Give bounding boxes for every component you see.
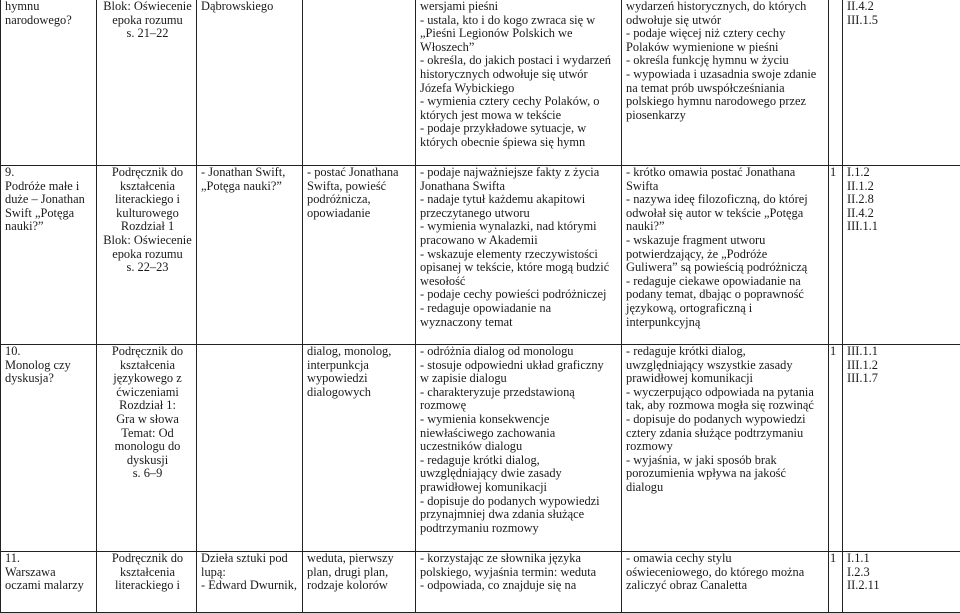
cell-line: kulturowego — [101, 207, 194, 221]
cell-line: Dąbrowskiego — [201, 0, 300, 14]
cell-line: - korzystając ze słownika języka — [420, 552, 619, 566]
cell-line: Podręcznik do — [101, 552, 194, 566]
cell-line: oświeceniowego, do którego można — [626, 566, 826, 580]
cell-line: historycznych odwołuje się utwór — [420, 68, 619, 82]
cell-line: Józefa Wybickiego — [420, 82, 619, 96]
cell-line: Rozdział 1 — [101, 220, 194, 234]
cell-line: Gra w słowa — [101, 413, 194, 427]
cell-line: - wyjaśnia, w jaki sposób brak — [626, 454, 826, 468]
cell-line: interpunkcyjną — [626, 316, 826, 330]
table-row — [1, 345, 960, 552]
hours-cell — [829, 166, 843, 345]
extended-requirements-cell — [622, 166, 829, 345]
cell-line: podtrzymaniu rozmowy — [420, 522, 619, 536]
cell-line: epoka rozumu — [101, 14, 194, 28]
basic-requirements-cell — [416, 0, 622, 166]
cell-line: których obecnie śpiewa się hymn — [420, 136, 619, 150]
hours-cell — [829, 345, 843, 552]
cell-line: duże – Jonathan — [5, 193, 94, 207]
cell-line: - Jonathan Swift, — [201, 166, 300, 180]
cell-line: interpunkcja — [307, 359, 413, 373]
cell-line: - stosuje odpowiedni układ graficzny — [420, 359, 619, 373]
cell-line: - podaje przykładowe sytuacje, w — [420, 122, 619, 136]
cell-line: 11. — [5, 552, 94, 566]
cell-line: - podaje cechy powieści podróżniczej — [420, 288, 619, 302]
literary-texts-cell — [197, 552, 303, 613]
cell-line: cztery zdania służące podtrzymaniu — [626, 427, 826, 441]
basic-requirements-cell — [416, 166, 622, 345]
lesson-topic-cell — [1, 166, 97, 345]
cell-line: wyznaczony temat — [420, 316, 619, 330]
cell-line: - określa funkcję hymnu w życiu — [626, 54, 826, 68]
concepts-cell — [303, 166, 416, 345]
cell-line: przeczytanego utworu — [420, 207, 619, 221]
literary-texts-cell — [197, 0, 303, 166]
cell-line: lupą: — [201, 566, 300, 580]
basic-requirements-cell — [416, 345, 622, 552]
cell-line: 10. — [5, 345, 94, 359]
cell-line: dyskusja? — [5, 372, 94, 386]
cell-line: przynajmniej dwa zdania służące — [420, 508, 619, 522]
cell-line: kształcenia — [101, 566, 194, 580]
cell-line: odwołał się autor w tekście „Potęga — [626, 207, 826, 221]
cell-line: - odpowiada, co znajduje się na — [420, 579, 619, 593]
cell-line: potwierdzający, że „Podróże — [626, 248, 826, 262]
cell-line: rozmowę — [420, 399, 619, 413]
cell-line: prawidłowej komunikacji — [420, 481, 619, 495]
cell-line: - odróżnia dialog od monologu — [420, 345, 619, 359]
cell-line: Podręcznik do — [101, 166, 194, 180]
concepts-cell — [303, 0, 416, 166]
cell-line: III.1.1 — [847, 220, 960, 234]
cell-line: - wymienia wynalazki, nad którymi — [420, 220, 619, 234]
extended-requirements-cell — [622, 0, 829, 166]
cell-line: hymnu — [5, 0, 94, 14]
cell-line: językowego z — [101, 372, 194, 386]
cell-line: I.1.2 — [847, 166, 960, 180]
cell-line: wersjami pieśni — [420, 0, 619, 14]
cell-line: II.1.2 — [847, 180, 960, 194]
cell-line: odwołuje się utwór — [626, 14, 826, 28]
core-curriculum-cell — [843, 166, 960, 345]
cell-line: Rozdział 1: — [101, 399, 194, 413]
cell-line: - postać Jonathana — [307, 166, 413, 180]
cell-line: - podaje więcej niż cztery cechy — [626, 27, 826, 41]
cell-line: III.1.5 — [847, 14, 960, 28]
cell-line: - ustala, kto i do kogo zwraca się w — [420, 14, 619, 28]
cell-line: dialogowych — [307, 386, 413, 400]
cell-line: 1 — [830, 166, 841, 180]
cell-line: Blok: Oświecenie — [101, 0, 194, 14]
textbook-reference-cell — [97, 552, 197, 613]
cell-line: oczami malarzy — [5, 579, 94, 593]
cell-line: Guliwera” są powieścią podróżniczą — [626, 261, 826, 275]
literary-texts-cell — [197, 345, 303, 552]
cell-line: uwzględniający wszystkie zasady — [626, 359, 826, 373]
cell-line: piosenkarzy — [626, 109, 826, 123]
textbook-reference-cell — [97, 0, 197, 166]
core-curriculum-cell — [843, 0, 960, 166]
cell-line: porozumienia wpływa na jakość — [626, 467, 826, 481]
cell-line: s. 21–22 — [101, 27, 194, 41]
hours-cell — [829, 552, 843, 613]
cell-line: - podaje najważniejsze fakty z życia — [420, 166, 619, 180]
cell-line: wesołość — [420, 275, 619, 289]
cell-line: narodowego? — [5, 14, 94, 28]
cell-line: kształcenia — [101, 359, 194, 373]
cell-line: w zapisie dialogu — [420, 372, 619, 386]
cell-line: Podróże małe i — [5, 180, 94, 194]
cell-line: - dopisuje do podanych wypowiedzi — [420, 495, 619, 509]
cell-line: 9. — [5, 166, 94, 180]
cell-line: polskiego, wyjaśnia termin: weduta — [420, 566, 619, 580]
cell-line: II.4.2 — [847, 0, 960, 14]
cell-line: uwzględniający dwie zasady — [420, 467, 619, 481]
cell-line: zaliczyć obraz Canaletta — [626, 579, 826, 593]
cell-line: uczestników dialogu — [420, 440, 619, 454]
cell-line: językową, ortograficzną i — [626, 302, 826, 316]
cell-line: II.2.11 — [847, 579, 960, 593]
cell-line: Temat: Od — [101, 427, 194, 441]
cell-line: Podręcznik do — [101, 345, 194, 359]
cell-line: - krótko omawia postać Jonathana — [626, 166, 826, 180]
cell-line: - wypowiada i uzasadnia swoje zdanie — [626, 68, 826, 82]
cell-line: Swifta — [626, 180, 826, 194]
cell-line: - wymienia cztery cechy Polaków, o — [420, 95, 619, 109]
table-row — [1, 0, 960, 166]
cell-line: - dopisuje do podanych wypowiedzi — [626, 413, 826, 427]
cell-line: tak, aby rozmowa mogła się rozwinąć — [626, 399, 826, 413]
cell-line: III.1.2 — [847, 359, 960, 373]
cell-line: wypowiedzi — [307, 372, 413, 386]
cell-line: podróżnicza, — [307, 193, 413, 207]
literary-texts-cell — [197, 166, 303, 345]
cell-line: Monolog czy — [5, 359, 94, 373]
cell-line: wydarzeń historycznych, do których — [626, 0, 826, 14]
cell-line: ćwiczeniami — [101, 386, 194, 400]
cell-line: monologu do — [101, 440, 194, 454]
core-curriculum-cell — [843, 552, 960, 613]
cell-line: „Pieśni Legionów Polskich we — [420, 27, 619, 41]
cell-line: III.1.7 — [847, 372, 960, 386]
cell-line: Dzieła sztuki pod — [201, 552, 300, 566]
cell-line: rodzaje kolorów — [307, 579, 413, 593]
lesson-topic-cell — [1, 0, 97, 166]
cell-line: dialog, monolog, — [307, 345, 413, 359]
core-curriculum-cell — [843, 345, 960, 552]
cell-line: - charakteryzuje przedstawioną — [420, 386, 619, 400]
textbook-reference-cell — [97, 166, 197, 345]
cell-line: I.1.1 — [847, 552, 960, 566]
cell-line: dialogu — [626, 481, 826, 495]
cell-line: opowiadanie — [307, 207, 413, 221]
table-row — [1, 552, 960, 613]
cell-line: nauki?” — [5, 220, 94, 234]
cell-line: - nazywa ideę filozoficzną, do której — [626, 193, 826, 207]
textbook-reference-cell — [97, 345, 197, 552]
cell-line: kształcenia — [101, 180, 194, 194]
cell-line: I.2.3 — [847, 566, 960, 580]
cell-line: polskiego hymnu narodowego przez — [626, 95, 826, 109]
cell-line: plan, drugi plan, — [307, 566, 413, 580]
cell-line: - wyczerpująco odpowiada na pytania — [626, 386, 826, 400]
cell-line: Warszawa — [5, 566, 94, 580]
cell-line: dyskusji — [101, 454, 194, 468]
cell-line: prawidłowej komunikacji — [626, 372, 826, 386]
lesson-topic-cell — [1, 345, 97, 552]
table-row — [1, 166, 960, 345]
cell-line: II.4.2 — [847, 207, 960, 221]
cell-line: - określa, do jakich postaci i wydarzeń — [420, 54, 619, 68]
cell-line: 1 — [830, 552, 841, 566]
cell-line: na temat prób uwspółcześniania — [626, 82, 826, 96]
cell-line: literackiego i — [101, 193, 194, 207]
cell-line: rozmowy — [626, 440, 826, 454]
cell-line: pracowano w Akademii — [420, 234, 619, 248]
extended-requirements-cell — [622, 345, 829, 552]
cell-line: Jonathana Swifta — [420, 180, 619, 194]
cell-line: epoka rozumu — [101, 248, 194, 262]
cell-line: weduta, pierwszy — [307, 552, 413, 566]
concepts-cell — [303, 345, 416, 552]
cell-line: 1 — [830, 345, 841, 359]
cell-line: - redaguje krótki dialog, — [420, 454, 619, 468]
cell-line: - omawia cechy stylu — [626, 552, 826, 566]
hours-cell — [829, 0, 843, 166]
cell-line: - redaguje ciekawe opowiadanie na — [626, 275, 826, 289]
cell-line: - redaguje krótki dialog, — [626, 345, 826, 359]
cell-line: Swifta, powieść — [307, 180, 413, 194]
cell-line: - wskazuje elementy rzeczywistości — [420, 248, 619, 262]
cell-line: „Potęga nauki?” — [201, 180, 300, 194]
cell-line: s. 22–23 — [101, 261, 194, 275]
cell-line: - wskazuje fragment utworu — [626, 234, 826, 248]
cell-line: - wymienia konsekwencje — [420, 413, 619, 427]
extended-requirements-cell — [622, 552, 829, 613]
cell-line: Polaków wymienione w pieśni — [626, 41, 826, 55]
cell-line: podany temat, dbając o poprawność — [626, 288, 826, 302]
cell-line: - redaguje opowiadanie na — [420, 302, 619, 316]
cell-line: II.2.8 — [847, 193, 960, 207]
cell-line: opisanej w tekście, które mogą budzić — [420, 261, 619, 275]
cell-line: Włoszech” — [420, 41, 619, 55]
lesson-topic-cell — [1, 552, 97, 613]
cell-line: s. 6–9 — [101, 467, 194, 481]
cell-line: Swift „Potęga — [5, 207, 94, 221]
basic-requirements-cell — [416, 552, 622, 613]
cell-line: których jest mowa w tekście — [420, 109, 619, 123]
cell-line: Blok: Oświecenie — [101, 234, 194, 248]
cell-line: - nadaje tytuł każdemu akapitowi — [420, 193, 619, 207]
cell-line: III.1.1 — [847, 345, 960, 359]
cell-line: nauki?” — [626, 220, 826, 234]
concepts-cell — [303, 552, 416, 613]
cell-line: literackiego i — [101, 579, 194, 593]
cell-line: - Edward Dwurnik, — [201, 579, 300, 593]
cell-line: niewłaściwego zachowania — [420, 427, 619, 441]
